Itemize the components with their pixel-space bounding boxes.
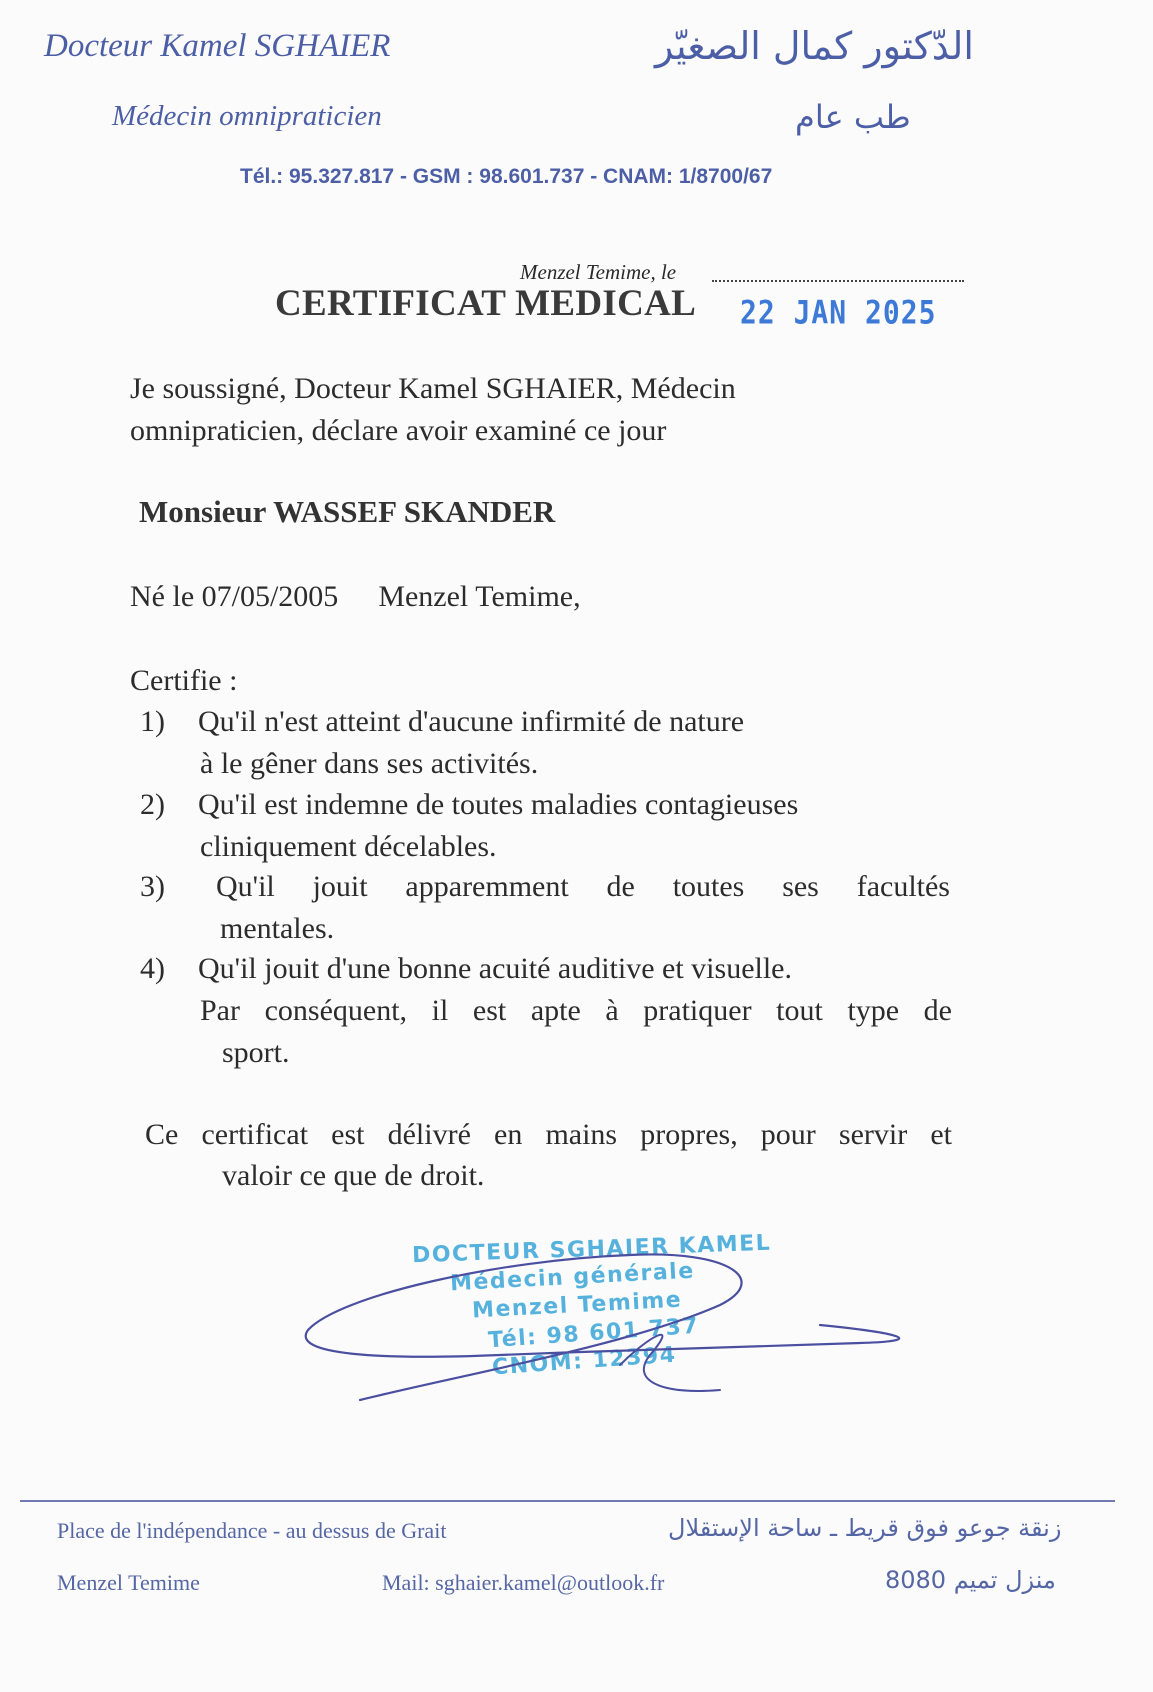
patient-name: Monsieur WASSEF SKANDER xyxy=(139,494,556,529)
item-number: 4) xyxy=(140,952,165,985)
item-number: 1) xyxy=(140,705,165,738)
conclusion-line-1: Par conséquent, il est apte à pratiquer tout type de xyxy=(200,994,952,1027)
signature xyxy=(300,1225,940,1425)
list-item xyxy=(140,701,955,743)
closing-line-2: valoir ce que de droit. xyxy=(222,1159,485,1192)
item-text: Qu'il jouit apparemment de toutes ses facultés xyxy=(216,870,950,903)
stamp-line-5: CNOM: 12394 xyxy=(491,1342,678,1381)
footer-email: Mail: sghaier.kamel@outlook.fr xyxy=(382,1570,665,1595)
item-number: 3) xyxy=(140,870,165,903)
date-dotted-line xyxy=(712,260,964,282)
conclusion-line-2: sport. xyxy=(222,1036,290,1069)
list-item xyxy=(140,866,950,908)
specialty-ar: طب عام xyxy=(795,98,911,136)
birth-info xyxy=(130,576,581,618)
contact-line: Tél.: 95.327.817 - GSM : 98.601.737 - CNAM: 1/8700/67 xyxy=(240,165,773,188)
list-item xyxy=(140,948,955,990)
footer-city-ar: منزل تميم 8080 xyxy=(885,1566,1056,1594)
list-item xyxy=(140,784,955,826)
item-continuation: mentales. xyxy=(220,912,335,945)
footer-city-fr: Menzel Temime xyxy=(57,1570,200,1595)
intro-line-2: omnipraticien, déclare avoir examiné ce jour xyxy=(130,414,667,447)
specialty-fr: Médecin omnipraticien xyxy=(112,100,382,132)
stamp-line-1: DOCTEUR SGHAIER KAMEL xyxy=(411,1230,772,1269)
doctor-name-fr: Docteur Kamel SGHAIER xyxy=(44,28,391,64)
item-text: Qu'il est indemne de toutes maladies contagieuses xyxy=(198,788,799,821)
item-continuation: cliniquement décelables. xyxy=(200,830,497,863)
footer-address-ar: زنقة جوعو فوق قريط ـ ساحة الإستقلال xyxy=(668,1514,1062,1542)
dateline-place: Menzel Temime, le xyxy=(520,260,677,284)
item-number: 2) xyxy=(140,788,165,821)
page-title: CERTIFICAT MEDICAL xyxy=(275,283,697,324)
birth-place: Menzel Temime, xyxy=(378,580,581,613)
item-continuation: à le gêner dans ses activités. xyxy=(200,747,539,780)
stamp-line-2: Médecin générale xyxy=(449,1258,696,1297)
intro-paragraph xyxy=(130,368,910,452)
birth-date: Né le 07/05/2005 xyxy=(130,580,339,613)
item-text: Qu'il n'est atteint d'aucune infirmité de nature xyxy=(198,705,745,738)
certifie-label: Certifie : xyxy=(130,664,238,697)
doctor-name-ar: الدّكتور كمال الصغيّر xyxy=(655,24,974,68)
footer-address-fr: Place de l'indépendance - au dessus de Grait xyxy=(57,1518,447,1543)
intro-line-1: Je soussigné, Docteur Kamel SGHAIER, Médecin xyxy=(130,372,736,405)
doctor-stamp xyxy=(300,1225,940,1425)
footer-divider xyxy=(20,1500,1115,1502)
closing-line-1: Ce certificat est délivré en mains propres, pour servir et xyxy=(145,1118,952,1151)
stamp-line-3: Menzel Temime xyxy=(471,1287,683,1324)
date-stamp: 22 JAN 2025 xyxy=(740,293,937,332)
item-text: Qu'il jouit d'une bonne acuité auditive et visuelle. xyxy=(198,952,792,985)
stamp-line-4: Tél: 98 601 737 xyxy=(487,1313,700,1354)
